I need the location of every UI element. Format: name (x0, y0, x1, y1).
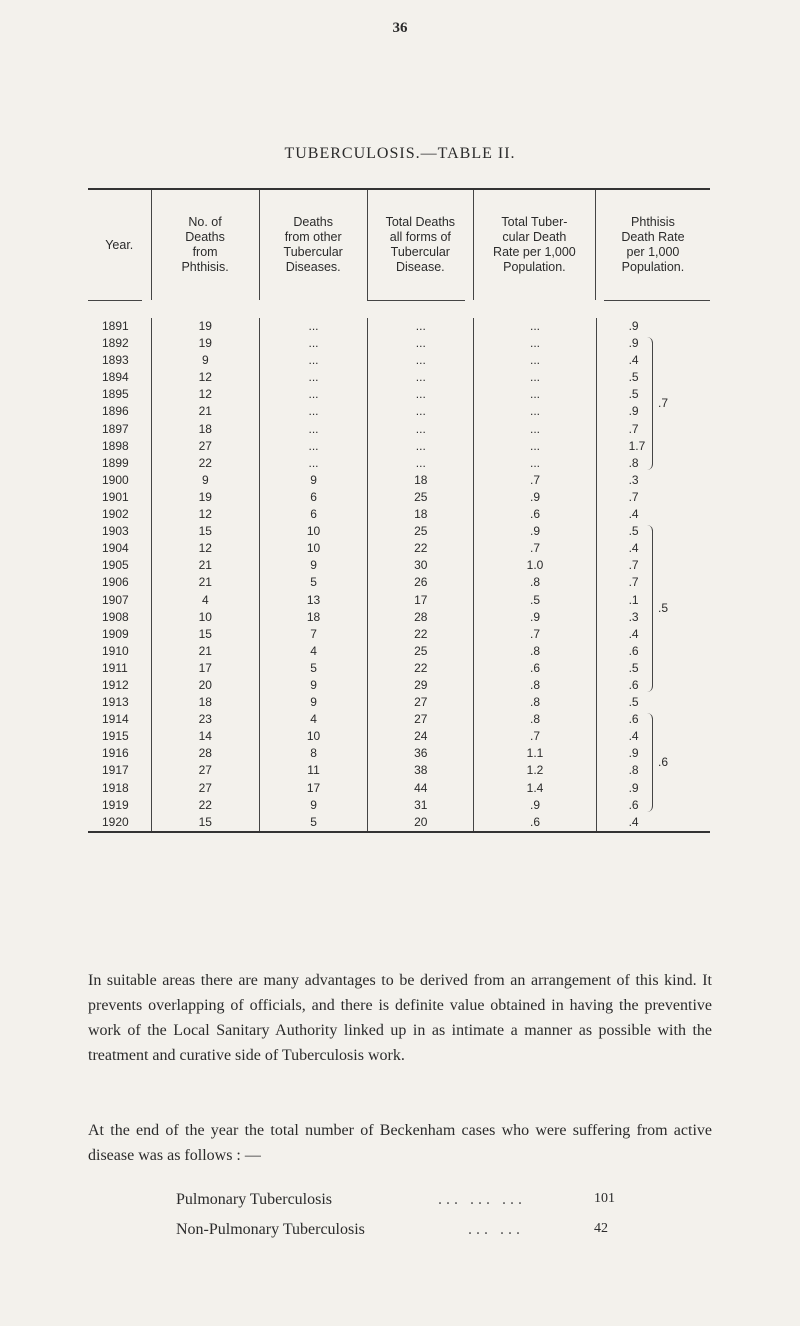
table-row (88, 352, 710, 369)
cell-other-deaths: 10 (259, 523, 367, 540)
cell-phthisis-deaths: 23 (151, 711, 259, 728)
cell-total-deaths: 22 (367, 626, 473, 643)
cell-total-rate: .7 (473, 626, 595, 643)
brace-line (646, 525, 653, 692)
cell-phthisis-deaths: 17 (151, 660, 259, 677)
cell-other-deaths: 8 (259, 745, 367, 762)
cell-phthisis-deaths: 20 (151, 677, 259, 694)
cell-phthisis-deaths: 19 (151, 335, 259, 352)
cell-phthisis-deaths: 9 (151, 352, 259, 369)
cell-phthisis-rate: .9 (596, 318, 710, 335)
page-number: 36 (392, 20, 408, 36)
cell-other-deaths: 9 (259, 557, 367, 574)
summary-value: 42 (594, 1221, 608, 1236)
cell-total-deaths: 22 (367, 660, 473, 677)
cell-phthisis-deaths: 22 (151, 797, 259, 814)
cell-phthisis-rate: .7 (596, 489, 710, 506)
table-row (88, 489, 710, 506)
cell-total-rate: ... (473, 403, 595, 420)
header-phthisis-rate: Phthisis Death Rate per 1,000 Population. (595, 190, 710, 300)
cell-total-rate: .8 (473, 711, 595, 728)
cell-total-rate: ... (473, 438, 595, 455)
table-row (88, 540, 710, 557)
cell-phthisis-rate: .4 (596, 728, 710, 745)
header-total-rate: Total Tuber- cular Death Rate per 1,000 Population. (473, 190, 595, 300)
cell-phthisis-rate: .3 (596, 472, 710, 489)
cell-phthisis-deaths: 21 (151, 574, 259, 591)
cell-phthisis-rate: .4 (596, 626, 710, 643)
table-row (88, 386, 710, 403)
cell-other-deaths: 9 (259, 472, 367, 489)
header-other-deaths: Deaths from other Tubercular Diseases. (259, 190, 367, 300)
table-row (88, 797, 710, 814)
cell-phthisis-rate: .3 (596, 609, 710, 626)
table-row (88, 780, 710, 797)
cell-phthisis-rate: .9 (596, 335, 710, 352)
table-row (88, 472, 710, 489)
cell-phthisis-deaths: 12 (151, 386, 259, 403)
cell-other-deaths: ... (259, 335, 367, 352)
cell-total-deaths: 17 (367, 592, 473, 609)
cell-other-deaths: 13 (259, 592, 367, 609)
summary-label: Pulmonary Tuberculosis (176, 1191, 333, 1208)
table-row (88, 523, 710, 540)
table-title: TUBERCULOSIS.—TABLE II. (284, 145, 516, 162)
table-row (88, 335, 710, 352)
cell-year: 1916 (102, 746, 129, 761)
table-row (88, 609, 710, 626)
cell-total-deaths: ... (367, 369, 473, 386)
cell-total-rate: 1.2 (473, 762, 595, 779)
table-row (88, 557, 710, 574)
cell-other-deaths: 17 (259, 780, 367, 797)
cell-phthisis-deaths: 18 (151, 421, 259, 438)
cell-total-deaths: 24 (367, 728, 473, 745)
brace-line (646, 337, 653, 470)
table-row (88, 421, 710, 438)
cell-year: 1907 (102, 592, 129, 607)
cell-phthisis-rate: .9 (596, 745, 710, 762)
cell-phthisis-rate: .5 (596, 523, 710, 540)
cell-phthisis-deaths: 15 (151, 523, 259, 540)
summary-row-pulmonary (176, 1191, 676, 1221)
table-row (88, 438, 710, 455)
cell-total-rate: .7 (473, 728, 595, 745)
table-bottom-rule (88, 831, 710, 833)
cell-year: 1908 (102, 609, 129, 624)
cell-phthisis-deaths: 9 (151, 472, 259, 489)
cell-total-deaths: 22 (367, 540, 473, 557)
cell-year: 1917 (102, 763, 129, 778)
summary-list (176, 1191, 676, 1251)
cell-year: 1912 (102, 677, 129, 692)
summary-row-non-pulmonary (176, 1221, 676, 1251)
cell-phthisis-rate: .5 (596, 386, 710, 403)
cell-year: 1897 (102, 421, 129, 436)
cell-phthisis-deaths: 15 (151, 814, 259, 831)
cell-phthisis-rate: .6 (596, 711, 710, 728)
cell-total-rate: .8 (473, 694, 595, 711)
cell-phthisis-deaths: 28 (151, 745, 259, 762)
summary-value: 101 (594, 1191, 615, 1206)
cell-total-deaths: 18 (367, 472, 473, 489)
table-row (88, 643, 710, 660)
header-underlines (88, 300, 710, 318)
cell-year: 1906 (102, 575, 129, 590)
table-row (88, 592, 710, 609)
cell-total-rate: .9 (473, 797, 595, 814)
cell-other-deaths: 4 (259, 643, 367, 660)
cell-other-deaths: 6 (259, 506, 367, 523)
cell-other-deaths: ... (259, 421, 367, 438)
cell-phthisis-deaths: 15 (151, 626, 259, 643)
cell-total-deaths: ... (367, 335, 473, 352)
cell-other-deaths: ... (259, 403, 367, 420)
cell-phthisis-rate: .4 (596, 506, 710, 523)
cell-total-deaths: 38 (367, 762, 473, 779)
cell-year: 1904 (102, 541, 129, 556)
cell-year: 1891 (102, 319, 129, 333)
cell-year: 1909 (102, 626, 129, 641)
cell-year: 1894 (102, 370, 129, 385)
cell-total-rate: ... (473, 369, 595, 386)
cell-phthisis-deaths: 12 (151, 369, 259, 386)
cell-other-deaths: ... (259, 318, 367, 335)
summary-dots: ... ... (468, 1221, 524, 1238)
cell-total-deaths: ... (367, 386, 473, 403)
cell-year: 1902 (102, 507, 129, 522)
cell-year: 1910 (102, 643, 129, 658)
cell-phthisis-rate: .4 (596, 352, 710, 369)
cell-other-deaths: ... (259, 455, 367, 472)
cell-total-deaths: 44 (367, 780, 473, 797)
cell-total-deaths: 31 (367, 797, 473, 814)
cell-phthisis-deaths: 19 (151, 318, 259, 335)
cell-total-rate: ... (473, 455, 595, 472)
cell-phthisis-rate: .1 (596, 592, 710, 609)
cell-year: 1915 (102, 729, 129, 744)
cell-year: 1893 (102, 353, 129, 368)
table-row (88, 677, 710, 694)
table-row (88, 506, 710, 523)
cell-phthisis-rate: 1.7 (596, 438, 710, 455)
brace-average-value: .5 (658, 600, 669, 615)
table-row (88, 455, 710, 472)
cell-year: 1920 (102, 814, 129, 829)
cell-total-rate: 1.0 (473, 557, 595, 574)
cell-phthisis-rate: .7 (596, 557, 710, 574)
cell-total-rate: .5 (473, 592, 595, 609)
cell-phthisis-deaths: 21 (151, 403, 259, 420)
cell-other-deaths: ... (259, 369, 367, 386)
header-year: Year. (105, 237, 134, 252)
cell-total-rate: 1.1 (473, 745, 595, 762)
cell-phthisis-rate: .6 (596, 643, 710, 660)
cell-total-rate: .6 (473, 814, 595, 831)
cell-total-rate: .9 (473, 489, 595, 506)
cell-phthisis-rate: .5 (596, 660, 710, 677)
table-row (88, 318, 710, 335)
cell-other-deaths: 10 (259, 540, 367, 557)
cell-total-deaths: 25 (367, 489, 473, 506)
cell-phthisis-deaths: 12 (151, 506, 259, 523)
cell-total-rate: ... (473, 335, 595, 352)
cell-phthisis-deaths: 27 (151, 780, 259, 797)
table-row (88, 660, 710, 677)
header-phthisis-deaths: No. of Deaths from Phthisis. (151, 190, 259, 300)
cell-phthisis-deaths: 21 (151, 643, 259, 660)
cell-phthisis-rate: .6 (596, 797, 710, 814)
tuberculosis-table (88, 188, 710, 833)
cell-year: 1918 (102, 780, 129, 795)
cell-total-rate: .7 (473, 472, 595, 489)
table-row (88, 762, 710, 779)
cell-total-rate: .8 (473, 677, 595, 694)
brace-average-value: .6 (658, 754, 669, 769)
cell-other-deaths: 11 (259, 762, 367, 779)
cell-total-deaths: 20 (367, 814, 473, 831)
cell-total-rate: 1.4 (473, 780, 595, 797)
cell-phthisis-rate: .4 (596, 540, 710, 557)
table-body (88, 318, 710, 831)
summary-dots: ... ... ... (438, 1191, 526, 1208)
table-row (88, 745, 710, 762)
table-row (88, 711, 710, 728)
cell-total-deaths: 25 (367, 643, 473, 660)
cell-other-deaths: 4 (259, 711, 367, 728)
cell-total-deaths: 18 (367, 506, 473, 523)
cell-phthisis-rate: .8 (596, 762, 710, 779)
cell-total-deaths: 29 (367, 677, 473, 694)
cell-other-deaths: 5 (259, 814, 367, 831)
cell-other-deaths: 9 (259, 677, 367, 694)
cell-total-rate: ... (473, 386, 595, 403)
cell-other-deaths: 10 (259, 728, 367, 745)
cell-other-deaths: ... (259, 438, 367, 455)
cell-phthisis-deaths: 10 (151, 609, 259, 626)
brace-line (646, 713, 653, 812)
cell-other-deaths: 7 (259, 626, 367, 643)
cell-year: 1896 (102, 404, 129, 419)
cell-phthisis-deaths: 27 (151, 762, 259, 779)
cell-other-deaths: 6 (259, 489, 367, 506)
cell-year: 1895 (102, 387, 129, 402)
table-row (88, 814, 710, 831)
cell-year: 1900 (102, 472, 129, 487)
cell-year: 1911 (102, 660, 128, 675)
cell-total-deaths: ... (367, 438, 473, 455)
table-row (88, 574, 710, 591)
cell-total-deaths: 30 (367, 557, 473, 574)
cell-year: 1919 (102, 797, 129, 812)
header-total-deaths: Total Deaths all forms of Tubercular Disease. (367, 190, 473, 300)
cell-other-deaths: ... (259, 386, 367, 403)
cell-total-rate: ... (473, 421, 595, 438)
cell-total-deaths: ... (367, 403, 473, 420)
cell-total-deaths: 28 (367, 609, 473, 626)
cell-total-deaths: ... (367, 352, 473, 369)
cell-phthisis-deaths: 18 (151, 694, 259, 711)
table-row (88, 403, 710, 420)
cell-total-deaths: 36 (367, 745, 473, 762)
cell-other-deaths: ... (259, 352, 367, 369)
cell-year: 1898 (102, 438, 129, 453)
cell-year: 1899 (102, 455, 129, 470)
cell-year: 1901 (102, 489, 129, 504)
brace-average-value: .7 (658, 395, 669, 410)
cell-other-deaths: 5 (259, 660, 367, 677)
table-row (88, 369, 710, 386)
cell-year: 1903 (102, 524, 129, 539)
cell-phthisis-rate: .5 (596, 694, 710, 711)
summary-label: Non-Pulmonary Tuberculosis (176, 1221, 365, 1238)
cell-total-deaths: 27 (367, 694, 473, 711)
cell-total-rate: .7 (473, 540, 595, 557)
cell-phthisis-deaths: 21 (151, 557, 259, 574)
cell-phthisis-rate: .6 (596, 677, 710, 694)
cell-total-rate: .8 (473, 574, 595, 591)
cell-total-rate: .8 (473, 643, 595, 660)
cell-phthisis-rate: .8 (596, 455, 710, 472)
cell-total-deaths: 27 (367, 711, 473, 728)
table-row (88, 728, 710, 745)
cell-year: 1905 (102, 558, 129, 573)
cell-year: 1892 (102, 336, 129, 351)
cell-total-rate: .6 (473, 660, 595, 677)
cell-other-deaths: 9 (259, 694, 367, 711)
cell-phthisis-deaths: 22 (151, 455, 259, 472)
cell-phthisis-rate: .7 (596, 574, 710, 591)
cell-phthisis-deaths: 14 (151, 728, 259, 745)
cell-total-rate: .9 (473, 523, 595, 540)
table-header (88, 190, 710, 300)
cell-total-rate: ... (473, 318, 595, 335)
cell-total-deaths: ... (367, 421, 473, 438)
cell-total-rate: .6 (473, 506, 595, 523)
cell-phthisis-rate: .5 (596, 369, 710, 386)
cell-total-rate: .9 (473, 609, 595, 626)
paragraph-1: In suitable areas there are many advantages to be derived from an arrangement of this kind. It prevents overlapping of officials, and there is definite value obtained in having the preventive work of the Local Sanitary Authority linked up in as intimate a manner as possible with the treatment and curative side of Tuberculosis work. (88, 972, 712, 1064)
cell-total-deaths: 26 (367, 574, 473, 591)
cell-other-deaths: 5 (259, 574, 367, 591)
cell-phthisis-deaths: 12 (151, 540, 259, 557)
table-row (88, 626, 710, 643)
cell-phthisis-rate: .9 (596, 780, 710, 797)
cell-total-deaths: ... (367, 455, 473, 472)
cell-total-rate: ... (473, 352, 595, 369)
cell-phthisis-deaths: 19 (151, 489, 259, 506)
cell-other-deaths: 18 (259, 609, 367, 626)
cell-total-deaths: 25 (367, 523, 473, 540)
cell-year: 1913 (102, 695, 129, 710)
cell-phthisis-rate: .7 (596, 421, 710, 438)
cell-year: 1914 (102, 712, 129, 727)
cell-phthisis-rate: .9 (596, 403, 710, 420)
cell-total-deaths: ... (367, 318, 473, 335)
table-row (88, 694, 710, 711)
cell-phthisis-deaths: 4 (151, 592, 259, 609)
cell-phthisis-deaths: 27 (151, 438, 259, 455)
cell-other-deaths: 9 (259, 797, 367, 814)
paragraph-2: At the end of the year the total number of Beckenham cases who were suffering from active disease was as follows : — (88, 1122, 712, 1164)
cell-phthisis-rate: .4 (596, 814, 710, 831)
